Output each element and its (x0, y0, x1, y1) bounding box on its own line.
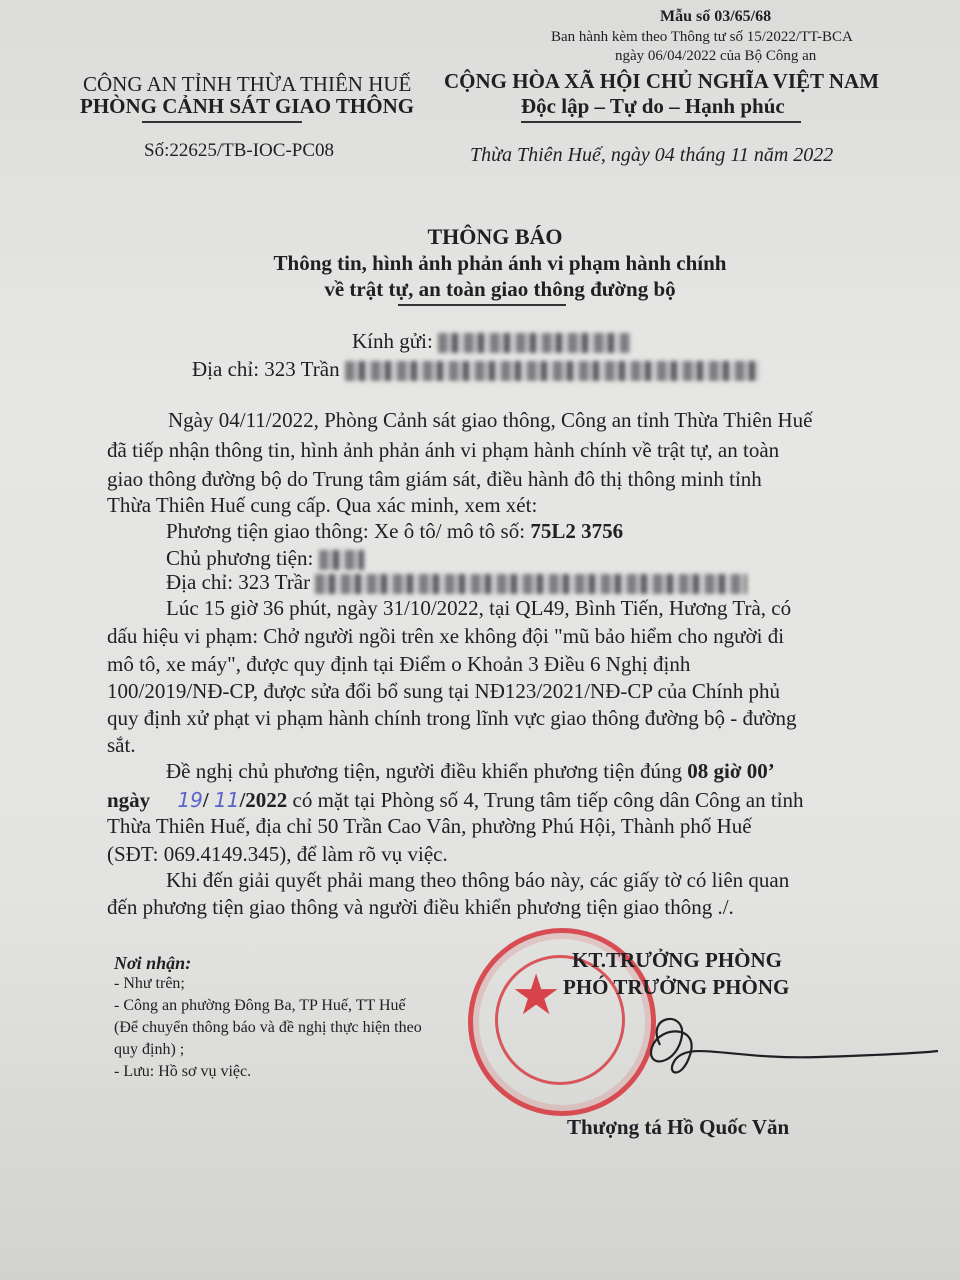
body-p2-l1: Lúc 15 giờ 36 phút, ngày 31/10/2022, tại QL49, Bình Tiến, Hương Trà, có (166, 596, 792, 620)
notice-title: THÔNG BÁO (427, 224, 563, 249)
agency-name: CÔNG AN TỈNH THỪA THIÊN HUẾ (83, 72, 412, 96)
notice-subtitle-1: Thông tin, hình ảnh phản ánh vi phạm hành chính (273, 251, 727, 275)
redacted-recipient-address (345, 361, 760, 381)
body-p3-l2-rest: có mặt tại Phòng số 4, Trung tâm tiếp công dân Công an tỉnh (287, 788, 804, 812)
seal-star-icon: ★ (511, 963, 562, 1028)
recipient-line (352, 327, 630, 357)
motto-underline (521, 121, 801, 123)
signature-title-2: PHÓ TRƯỞNG PHÒNG (563, 975, 790, 999)
appointment-day-handwritten: 19 (177, 788, 203, 812)
body-p3-l3: Thừa Thiên Huế, địa chỉ 50 Trần Cao Vân, phường Phú Hội, Thành phố Huế (107, 814, 752, 838)
body-p1-l2: đã tiếp nhận thông tin, hình ảnh phản ánh vi phạm hành chính về trật tự, an toàn (107, 438, 780, 462)
body-p3-l4: (SĐT: 069.4149.345), để làm rõ vụ việc. (107, 842, 448, 866)
appointment-year: /2022 (239, 788, 288, 812)
signer-name: Thượng tá Hồ Quốc Văn (567, 1115, 790, 1139)
notice-subtitle-2: về trật tự, an toàn giao thông đường bộ (324, 277, 676, 301)
noi-nhan-item: - Công an phường Đông Ba, TP Huế, TT Huế (114, 997, 406, 1014)
owner-address-label: Địa chỉ: 323 Trầr (166, 570, 311, 594)
appointment-day-label: ngày (107, 788, 151, 812)
body-p2-l2: dấu hiệu vi phạm: Chở người ngồi trên xe không đội "mũ bảo hiểm cho người đi (107, 624, 785, 648)
place-and-date: Thừa Thiên Huế, ngày 04 tháng 11 năm 2022 (470, 144, 834, 166)
national-motto: Độc lập – Tự do – Hạnh phúc (521, 94, 785, 118)
vehicle-label: Phương tiện giao thông: Xe ô tô/ mô tô số: (166, 519, 531, 543)
body-p2-l5: quy định xử phạt vi phạm hành chính trong lĩnh vực giao thông đường bộ - đường (107, 706, 797, 730)
body-p2-l3: mô tô, xe máy", được quy định tại Điểm o Khoản 3 Điều 6 Nghị định (107, 652, 691, 676)
body-p1-l3: giao thông đường bộ do Trung tâm giám sát, điều hành đô thị thông minh tỉnh (107, 467, 762, 491)
appointment-month-handwritten: 11 (213, 788, 240, 812)
body-p1-l4: Thừa Thiên Huế cung cấp. Qua xác minh, xem xét: (107, 493, 538, 517)
vehicle-line (166, 517, 623, 547)
handwritten-signature (590, 1005, 950, 1095)
form-number: Mẫu số 03/65/68 (660, 8, 772, 25)
reference-number: Số:22625/TB-IOC-PC08 (144, 140, 335, 161)
form-issued-line: Ban hành kèm theo Thông tư số 15/2022/TT-BCA (551, 29, 853, 45)
title-underline (398, 304, 566, 306)
body-p1-l1: Ngày 04/11/2022, Phòng Cảnh sát giao thông, Công an tỉnh Thừa Thiên Huế (168, 408, 813, 432)
recipient-label: Kính gửi: (352, 329, 433, 353)
recipient-address-label: Địa chỉ: 323 Trần (192, 357, 340, 381)
department-name: PHÒNG CẢNH SÁT GIAO THÔNG (80, 94, 415, 118)
body-p2-l4: 100/2019/NĐ-CP, được sửa đổi bổ sung tại NĐ123/2021/NĐ-CP của Chính phủ (107, 679, 780, 703)
noi-nhan-item: (Để chuyển thông báo và đề nghị thực hiện theo (114, 1019, 422, 1036)
nation-name: CỘNG HÒA XÃ HỘI CHỦ NGHĨA VIỆT NAM (444, 69, 880, 93)
noi-nhan-item: - Như trên; (114, 975, 185, 992)
noi-nhan-item: - Lưu: Hồ sơ vụ việc. (114, 1063, 252, 1080)
date-separator: / (202, 788, 209, 812)
signature-title-1: KT.TRƯỞNG PHÒNG (572, 948, 782, 972)
noi-nhan-heading: Nơi nhận: (114, 953, 192, 973)
body-p4-l1: Khi đến giải quyết phải mang theo thông báo này, các giấy tờ có liên quan (166, 868, 790, 892)
redacted-owner-address (315, 574, 747, 594)
body-p3-text: Đề nghị chủ phương tiện, người điều khiển phương tiện đúng (166, 759, 688, 783)
owner-label: Chủ phương tiện: (166, 546, 314, 570)
body-p3-l1 (166, 757, 775, 787)
form-issued-date: ngày 06/04/2022 của Bộ Công an (615, 48, 817, 64)
signature-stroke (651, 1019, 938, 1073)
appointment-time: 08 giờ 00’ (687, 759, 775, 783)
body-p2-l6: sắt. (107, 733, 136, 757)
redacted-recipient (438, 333, 630, 353)
recipient-address-line (192, 355, 760, 385)
noi-nhan-item: quy định) ; (114, 1041, 185, 1058)
body-p4-l2: đến phương tiện giao thông và người điều khiển phương tiện giao thông ./. (107, 895, 734, 919)
vehicle-plate: 75L2 3756 (530, 519, 624, 543)
department-underline (142, 121, 302, 123)
